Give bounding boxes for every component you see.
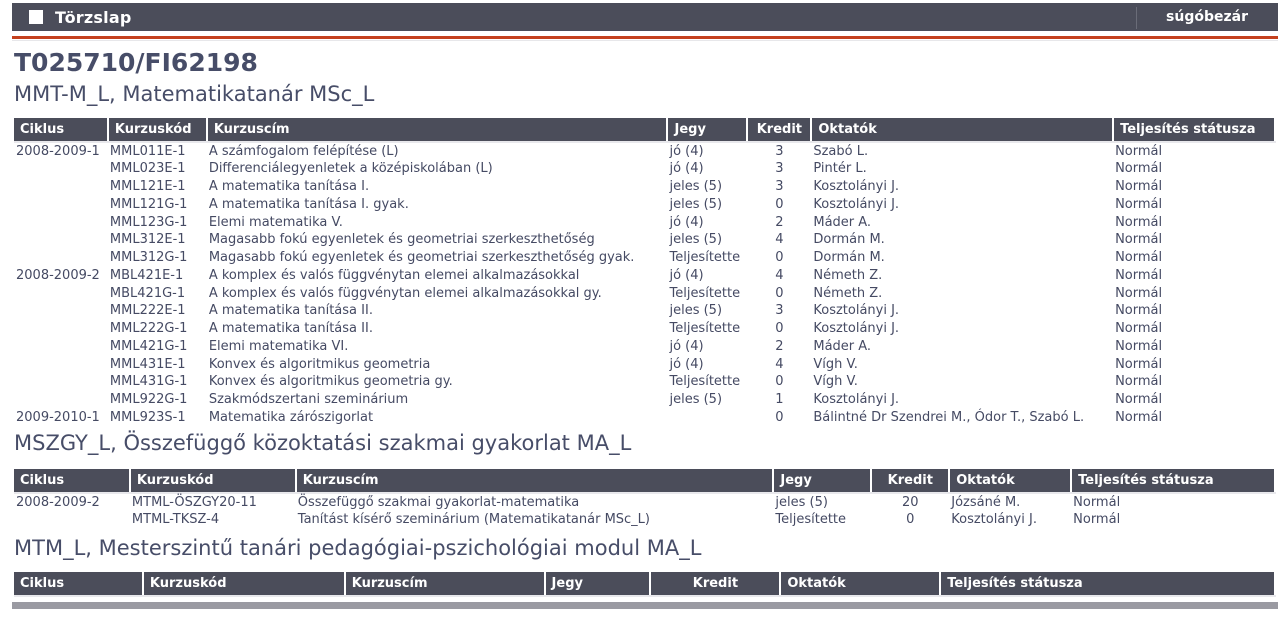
cell-jegy: jó (4) <box>669 267 704 283</box>
table-header <box>14 469 1275 493</box>
cell-kredit: 0 <box>775 285 784 301</box>
cell-statusz: Normál <box>1115 285 1163 301</box>
cell-ciklus: 2009-2010-1 <box>16 409 100 425</box>
page-title: T025710/FI62198 <box>14 48 258 77</box>
cell-statusz: Normál <box>1115 321 1163 337</box>
cell-oktatok: Kosztolányi J. <box>813 321 900 337</box>
cell-oktatok: Szabó L. <box>813 144 869 159</box>
cell-ciklus <box>14 284 108 302</box>
cell-statusz: Normál <box>1115 392 1163 408</box>
cell-statusz: Normál <box>1073 512 1121 528</box>
table-row <box>14 338 1275 356</box>
col-oktatok[interactable]: Oktatók <box>949 469 1071 493</box>
cell-kurzuscim: Matematika zárószigorlat <box>208 409 374 425</box>
cell-kurzuskod: MBL421G-1 <box>109 285 186 301</box>
col-jegy[interactable]: Jegy <box>545 572 651 596</box>
cell-kurzuscim: Differenciálegyenletek a középiskolában (L) <box>208 161 493 177</box>
cell-kredit: 0 <box>775 374 784 390</box>
cell-jegy: jeles (5) <box>669 196 723 212</box>
cell-ciklus <box>14 302 108 320</box>
cell-jegy: jeles (5) <box>669 392 723 408</box>
cell-kurzuscim: A matematika tanítása II. <box>208 303 373 319</box>
cell-kurzuskod: MML222E-1 <box>109 303 186 319</box>
cell-ciklus: 2008-2009-2 <box>16 495 100 510</box>
top-bar <box>12 3 1278 31</box>
cell-jegy: jó (4) <box>669 161 704 177</box>
cell-kurzuscim: Tanítást kísérő szeminárium (Matematikatanár MSc_L) <box>297 512 650 528</box>
cell-jegy <box>667 409 747 427</box>
cell-kurzuscim: Konvex és algoritmikus geometria gy. <box>208 374 453 390</box>
table-row <box>14 213 1275 231</box>
cell-ciklus <box>14 196 108 214</box>
cell-statusz: Normál <box>1115 338 1163 354</box>
cell-ciklus <box>14 213 108 231</box>
col-kurzuscim[interactable]: Kurzuscím <box>207 118 668 142</box>
cell-oktatok: Németh Z. <box>813 285 883 301</box>
cell-jegy: jó (4) <box>669 356 704 372</box>
table-row <box>14 302 1275 320</box>
table-row <box>14 391 1275 409</box>
cell-statusz: Normál <box>1115 250 1163 266</box>
col-kurzuscim[interactable]: Kurzuscím <box>296 469 774 493</box>
cell-kurzuskod: MML011E-1 <box>109 144 186 159</box>
courses-table-mmt <box>14 118 1276 426</box>
table-row <box>14 178 1275 196</box>
col-ciklus[interactable]: Ciklus <box>14 469 130 493</box>
cell-statusz: Normál <box>1115 356 1163 372</box>
cell-jegy: Teljesítette <box>669 250 741 266</box>
cell-jegy: jeles (5) <box>775 495 828 510</box>
cell-kurzuscim: A számfogalom felépítése (L) <box>208 144 399 159</box>
cell-jegy: jó (4) <box>669 214 704 230</box>
cell-oktatok: Kosztolányi J. <box>813 303 900 319</box>
cell-kurzuscim: Elemi matematika VI. <box>208 338 349 354</box>
cell-kredit: 4 <box>775 232 784 248</box>
cell-oktatok: Kosztolányi J. <box>951 512 1037 528</box>
cell-statusz: Normál <box>1115 144 1163 159</box>
cell-oktatok: Kosztolányi J. <box>813 196 900 212</box>
cell-kredit: 0 <box>775 409 784 425</box>
section-title-mszgy: MSZGY_L, Összefüggő közoktatási szakmai gyakorlat MA_L <box>14 431 632 455</box>
cell-oktatok: Kosztolányi J. <box>813 392 900 408</box>
cell-kredit: 0 <box>906 512 915 528</box>
cell-jegy: jeles (5) <box>669 232 723 248</box>
cell-kurzuscim: Magasabb fokú egyenletek és geometriai szerkeszthetőség gyak. <box>208 250 635 266</box>
table-row <box>14 409 1275 427</box>
cell-kurzuscim: Elemi matematika V. <box>208 214 343 230</box>
cell-statusz: Normál <box>1115 267 1163 283</box>
bottom-bar <box>12 602 1278 609</box>
cell-kredit: 4 <box>775 267 784 283</box>
cell-ciklus <box>14 391 108 409</box>
cell-kredit: 3 <box>775 303 784 319</box>
cell-statusz: Normál <box>1115 409 1163 425</box>
cell-jegy: jó (4) <box>669 338 704 354</box>
table-row <box>14 320 1275 338</box>
cell-oktatok: Máder A. <box>813 214 872 230</box>
cell-kurzuskod: MTML-ÖSZGY20-11 <box>131 495 257 510</box>
window-title: Törzslap <box>55 7 132 27</box>
accent-line <box>12 36 1278 39</box>
courses-table-mtm <box>14 572 1276 597</box>
cell-kurzuskod: MML121E-1 <box>109 179 186 195</box>
cell-kurzuskod: MML922G-1 <box>109 392 188 408</box>
col-kredit[interactable]: Kredit <box>747 118 811 142</box>
cell-jegy: Teljesítette <box>669 285 741 301</box>
table-row <box>14 249 1275 267</box>
cell-oktatok: Józsáné M. <box>951 495 1021 510</box>
cell-ciklus: 2008-2009-2 <box>16 267 100 283</box>
col-kurzuskod[interactable]: Kurzuskód <box>108 118 207 142</box>
cell-statusz: Normál <box>1115 161 1163 177</box>
cell-kurzuskod: MML312G-1 <box>109 250 188 266</box>
cell-oktatok: Vígh V. <box>813 374 858 390</box>
col-statusz[interactable]: Teljesítés státusza <box>1113 118 1275 142</box>
cell-kurzuskod: MML431G-1 <box>109 374 188 390</box>
table-header <box>14 572 1275 596</box>
col-kurzuskod[interactable]: Kurzuskód <box>130 469 296 493</box>
cell-kurzuscim: Konvex és algoritmikus geometria <box>208 356 431 372</box>
cell-oktatok: Dormán M. <box>813 232 885 248</box>
cell-kurzuskod: MTML-TKSZ-4 <box>131 512 220 528</box>
cell-jegy: Teljesítette <box>775 512 847 528</box>
cell-statusz: Normál <box>1115 374 1163 390</box>
cell-statusz: Normál <box>1073 495 1121 510</box>
cell-jegy: jó (4) <box>669 144 704 159</box>
col-kredit[interactable]: Kredit <box>650 572 780 596</box>
cell-statusz: Normál <box>1115 179 1163 195</box>
cell-statusz: Normál <box>1115 214 1163 230</box>
col-statusz[interactable]: Teljesítés státusza <box>940 572 1275 596</box>
cell-kredit: 0 <box>775 196 784 212</box>
table-row <box>14 160 1275 178</box>
cell-kurzuscim: A komplex és valós függvénytan elemei alkalmazásokkal gy. <box>208 285 602 301</box>
cell-kredit: 0 <box>775 250 784 266</box>
cell-kurzuscim: Összefüggő szakmai gyakorlat-matematika <box>297 495 580 510</box>
cell-kurzuskod: MML123G-1 <box>109 214 188 230</box>
cell-kurzuscim: A matematika tanítása II. <box>208 321 373 337</box>
col-jegy[interactable]: Jegy <box>773 469 871 493</box>
cell-ciklus <box>14 338 108 356</box>
cell-oktatok: Máder A. <box>813 338 872 354</box>
cell-kredit: 2 <box>775 214 784 230</box>
col-kredit[interactable]: Kredit <box>871 469 949 493</box>
cell-kurzuskod: MML421G-1 <box>109 338 188 354</box>
table-row <box>14 196 1275 214</box>
cell-ciklus <box>14 231 108 249</box>
cell-kurzuskod: MML312E-1 <box>109 232 186 248</box>
cell-ciklus <box>14 160 108 178</box>
table-row <box>14 493 1275 511</box>
col-oktatok[interactable]: Oktatók <box>811 118 1113 142</box>
cell-kurzuscim: Magasabb fokú egyenletek és geometriai szerkeszthetőség <box>208 232 595 248</box>
cell-kredit: 3 <box>775 161 784 177</box>
cell-kredit: 3 <box>775 179 784 195</box>
cell-kurzuskod: MML023E-1 <box>109 161 186 177</box>
cell-oktatok: Bálintné Dr Szendrei M., Ódor T., Szabó L. <box>813 409 1085 425</box>
cell-kredit: 3 <box>775 144 784 159</box>
table-row <box>14 267 1275 285</box>
cell-jegy: jeles (5) <box>669 303 723 319</box>
cell-kredit: 2 <box>775 338 784 354</box>
table-row <box>14 373 1275 391</box>
section-title-mmt: MMT-M_L, Matematikatanár MSc_L <box>14 82 375 106</box>
cell-kurzuskod: MML923S-1 <box>109 409 186 425</box>
table-row <box>14 142 1275 160</box>
table-row <box>14 284 1275 302</box>
col-ciklus[interactable]: Ciklus <box>14 118 108 142</box>
cell-ciklus <box>14 249 108 267</box>
cell-kredit: 20 <box>902 495 919 510</box>
divider <box>12 40 1278 41</box>
col-oktatok[interactable]: Oktatók <box>780 572 940 596</box>
cell-kurzuskod: MML431E-1 <box>109 356 186 372</box>
separator <box>1136 7 1137 29</box>
cell-ciklus <box>14 373 108 391</box>
cell-kurzuscim: A matematika tanítása I. <box>208 179 370 195</box>
checkbox-icon[interactable] <box>29 10 43 24</box>
col-ciklus[interactable]: Ciklus <box>14 572 143 596</box>
cell-ciklus <box>14 320 108 338</box>
col-kurzuskod[interactable]: Kurzuskód <box>143 572 345 596</box>
cell-kurzuscim: A matematika tanítása I. gyak. <box>208 196 409 212</box>
cell-kredit: 4 <box>775 356 784 372</box>
cell-ciklus <box>14 511 130 529</box>
cell-statusz: Normál <box>1115 196 1163 212</box>
cell-kredit: 0 <box>775 321 784 337</box>
table-row <box>14 511 1275 529</box>
table-header <box>14 118 1275 142</box>
col-statusz[interactable]: Teljesítés státusza <box>1071 469 1275 493</box>
cell-oktatok: Pintér L. <box>813 161 867 177</box>
cell-oktatok: Dormán M. <box>813 250 885 266</box>
cell-oktatok: Németh Z. <box>813 267 883 283</box>
courses-table-mszgy <box>14 469 1276 529</box>
cell-ciklus <box>14 355 108 373</box>
cell-jegy: Teljesítette <box>669 374 741 390</box>
cell-kurzuscim: A komplex és valós függvénytan elemei alkalmazásokkal <box>208 267 580 283</box>
section-title-mtm: MTM_L, Mesterszintű tanári pedagógiai-pszichológiai modul MA_L <box>14 536 702 560</box>
table-row <box>14 355 1275 373</box>
cell-jegy: Teljesítette <box>669 321 741 337</box>
cell-oktatok: Kosztolányi J. <box>813 179 900 195</box>
cell-kurzuscim: Szakmódszertani szeminárium <box>208 392 409 408</box>
cell-statusz: Normál <box>1115 303 1163 319</box>
cell-oktatok: Vígh V. <box>813 356 858 372</box>
help-close-button[interactable]: súgóbezár <box>1166 9 1248 25</box>
cell-statusz: Normál <box>1115 232 1163 248</box>
col-jegy[interactable]: Jegy <box>667 118 747 142</box>
cell-kurzuskod: MML121G-1 <box>109 196 188 212</box>
cell-jegy: jeles (5) <box>669 179 723 195</box>
table-row <box>14 231 1275 249</box>
cell-kurzuskod: MBL421E-1 <box>109 267 184 283</box>
col-kurzuscim[interactable]: Kurzuscím <box>345 572 545 596</box>
cell-ciklus: 2008-2009-1 <box>16 144 100 159</box>
cell-ciklus <box>14 178 108 196</box>
cell-kurzuskod: MML222G-1 <box>109 321 188 337</box>
cell-kredit: 1 <box>775 392 784 408</box>
